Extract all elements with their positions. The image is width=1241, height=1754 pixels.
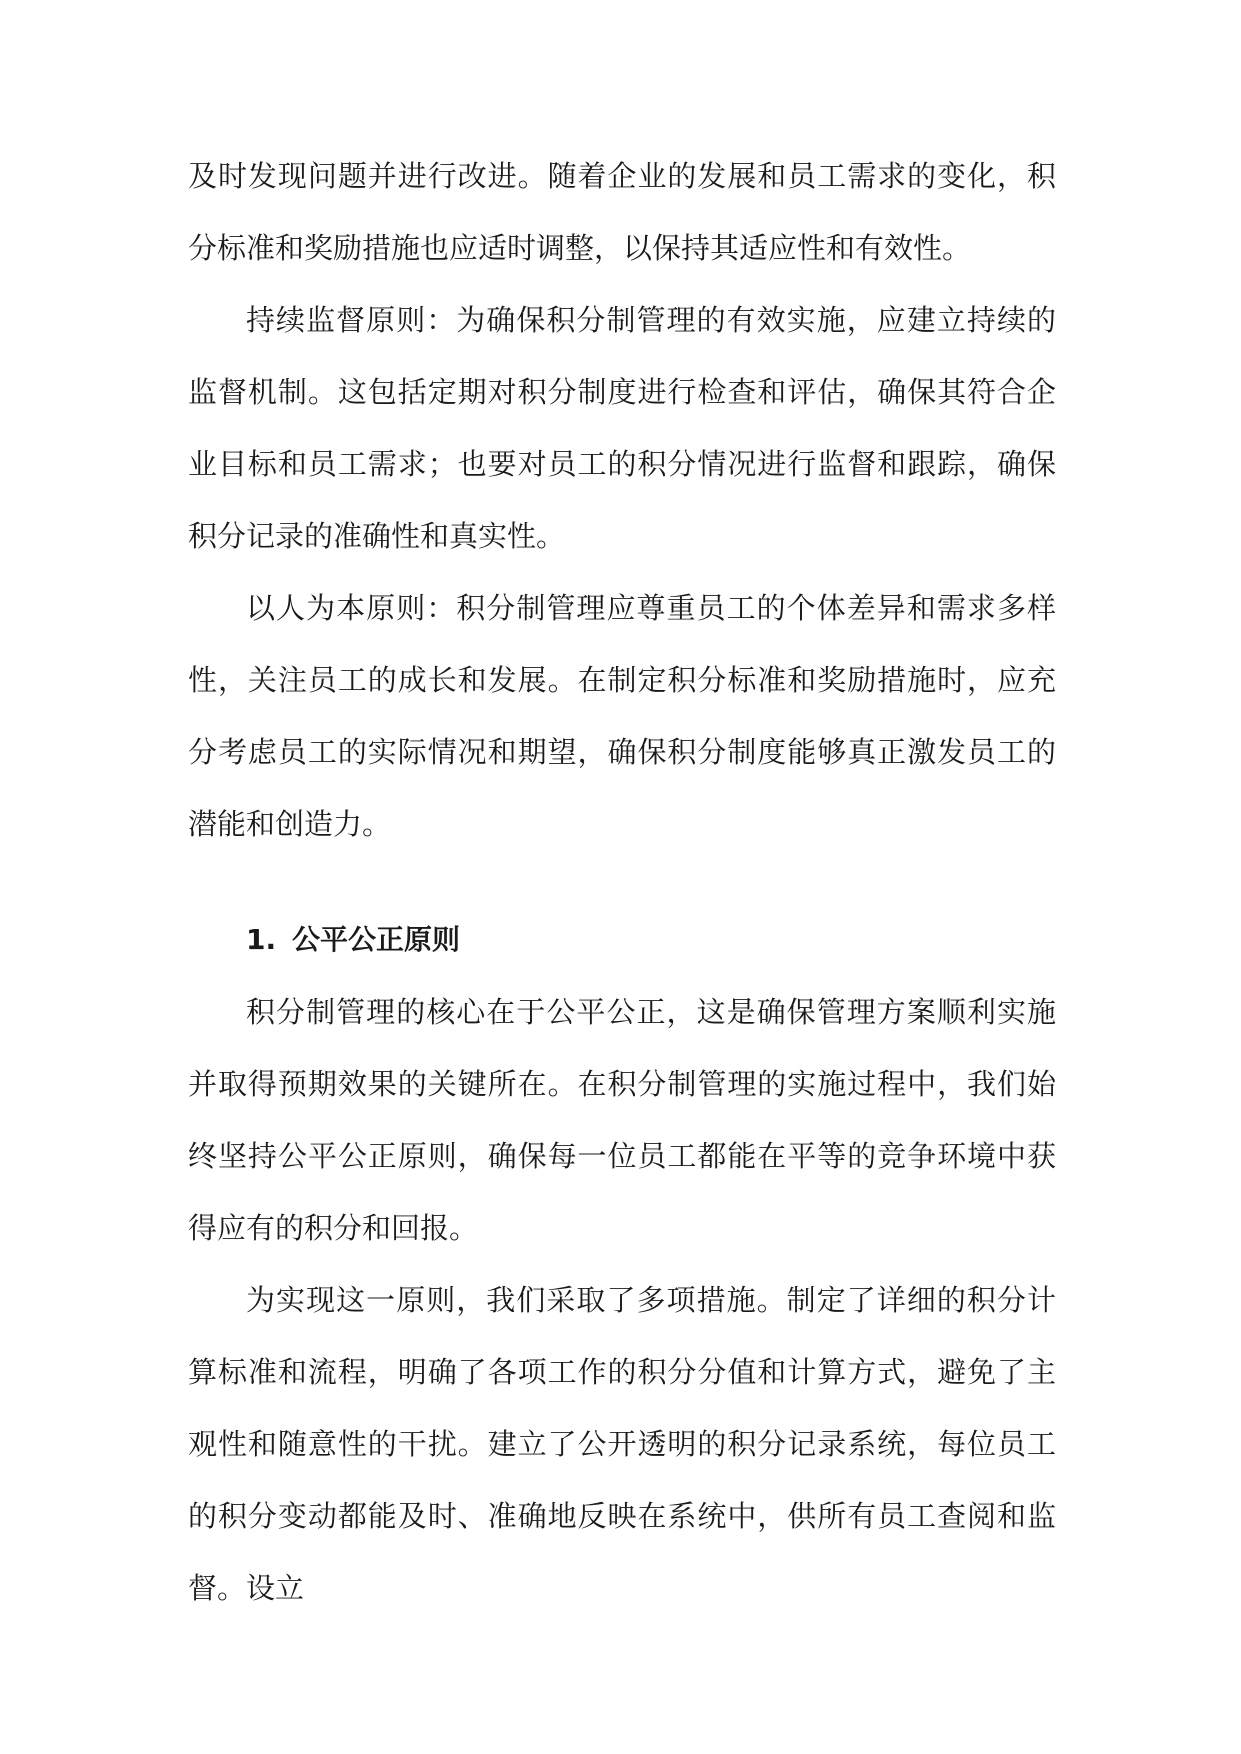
section-number: 1. xyxy=(246,923,277,956)
paragraph-fairness-core: 积分制管理的核心在于公平公正，这是确保管理方案顺利实施并取得预期效果的关键所在。在积分制管理的实施过程中，我们始终坚持公平公正原则，确保每一位员工都能在平等的竞争环境中获得应有的积分和回报。 xyxy=(188,995,1056,1245)
section-heading xyxy=(188,904,1056,976)
paragraph-continuation: 及时发现问题并进行改进。随着企业的发展和员工需求的变化，积分标准和奖励措施也应适时调整，以保持其适应性和有效性。 xyxy=(188,159,1056,265)
section-title: 公平公正原则 xyxy=(292,923,461,956)
paragraph-people-oriented: 以人为本原则：积分制管理应尊重员工的个体差异和需求多样性，关注员工的成长和发展。在制定积分标准和奖励措施时，应充分考虑员工的实际情况和期望，确保积分制度能够真正激发员工的潜能和创造力。 xyxy=(188,591,1056,841)
paragraph-continuous-supervision: 持续监督原则：为确保积分制管理的有效实施，应建立持续的监督机制。这包括定期对积分制度进行检查和评估，确保其符合企业目标和员工需求；也要对员工的积分情况进行监督和跟踪，确保积分记录的准确性和真实性。 xyxy=(188,303,1056,553)
paragraph-fairness-measures: 为实现这一原则，我们采取了多项措施。制定了详细的积分计算标准和流程，明确了各项工作的积分分值和计算方式，避免了主观性和随意性的干扰。建立了公开透明的积分记录系统，每位员工的积分变动都能及时、准确地反映在系统中，供所有员工查阅和监督。设立 xyxy=(188,1283,1056,1605)
document-body xyxy=(188,140,1056,1624)
